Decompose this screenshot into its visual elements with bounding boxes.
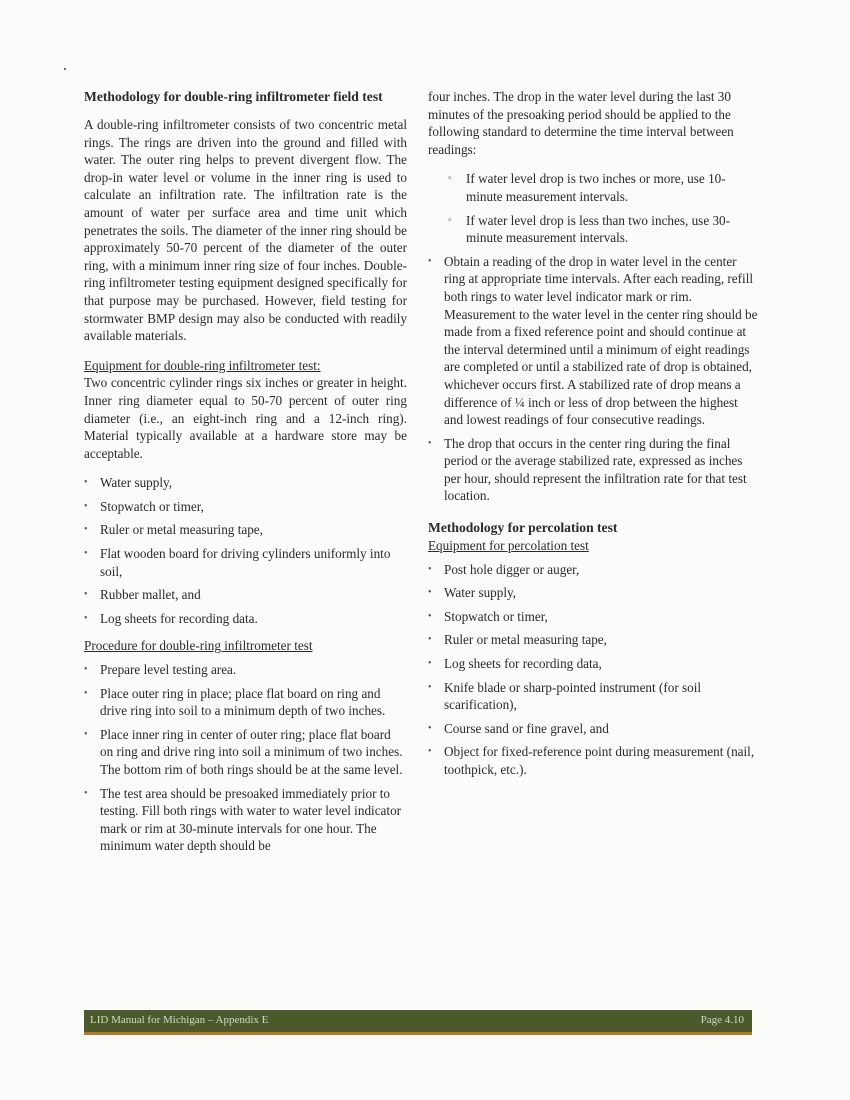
list-item: • Obtain a reading of the drop in water level in the center ring at appropriate time intervals. After each reading, refill both rings to water level indicator mark or rim. Measurement to the water level in the center ring should be made from a fixed reference point and should continue at the interval determined until a minimum of eight readings are completed or until a stabilized rate of drop is obtained, whichever occurs first. A stabilized rate of drop means a difference of ¼ inch or less of drop between the highest and lowest readings of four consecutive readings.	[428, 253, 758, 428]
list-item: • Course sand or fine gravel, and	[428, 720, 609, 736]
bullet-icon: •	[428, 587, 432, 599]
list-item: • Stopwatch or timer,	[428, 608, 548, 624]
list-item: • Water supply,	[428, 585, 517, 601]
list-item: • Post hole digger or auger,	[428, 561, 580, 577]
continuation-paragraph: four inches. The drop in the water level during the last 30 minutes of the presoaking period should be applied to the following standard to determine the time interval between readings:	[428, 89, 734, 157]
equipment-paragraph: Two concentric cylinder rings six inches or greater in height. Inner ring diameter equal to 50-70 percent of outer ring diameter (i.e., an eight-inch ring and a 12-inch ring). Material typically available at a hardware store may be acceptable.	[84, 375, 407, 461]
bullet-icon: •	[84, 589, 88, 601]
bullet-icon: •	[428, 722, 432, 734]
bullet-icon: •	[428, 563, 432, 575]
list-item: • Rubber mallet, and	[84, 587, 201, 603]
bullet-icon: •	[84, 687, 88, 699]
equipment-heading: Equipment for double-ring infiltrometer test:	[84, 357, 321, 373]
bullet-icon: •	[84, 548, 88, 560]
square-bullet-icon: ▫	[448, 214, 452, 226]
list-item: • The test area should be presoaked immediately prior to testing. Fill both rings with water to water level indicator mark or rim at 30-minute intervals for one hour. The minimum water depth should be	[84, 785, 402, 854]
bullet-icon: •	[428, 437, 432, 449]
scan-speck	[64, 68, 66, 70]
procedure-list	[84, 661, 407, 855]
list-item: • Ruler or metal measuring tape,	[84, 522, 263, 538]
list-item: • Log sheets for recording data,	[428, 656, 602, 672]
intro-paragraph: A double-ring infiltrometer consists of two concentric metal rings. The rings are driven into the ground and filled with water. The outer ring helps to prevent divergent flow. The drop-in water level or volume in the inner ring is used to calculate an infiltration rate. The infiltration rate is the amount of water per surface area and time unit which penetrates the soils. The diameter of the inner ring should be approximately 50-70 percent of the diameter of the outer ring, with a minimum inner ring size of four inches. Double-ring infiltrometer testing equipment designed specifically for that purpose may be purchased. However, field testing for stormwater BMP design may also be conducted with readily available materials.	[84, 117, 407, 344]
bullet-icon: •	[84, 524, 88, 536]
page-number: Page 4.10	[700, 1014, 744, 1026]
interval-sublist	[448, 170, 758, 246]
bullet-icon: •	[428, 634, 432, 646]
bullet-icon: •	[84, 787, 88, 799]
list-item: • Place inner ring in center of outer ring; place flat board on ring and drive ring into soil a minimum of two inches. The bottom rim of both rings should be at the same level.	[84, 726, 403, 777]
list-item: • Ruler or metal measuring tape,	[428, 632, 607, 648]
bullet-icon: •	[428, 746, 432, 758]
list-item: ▫ If water level drop is two inches or more, use 10-minute measurement intervals.	[448, 171, 726, 204]
bullet-icon: •	[428, 255, 432, 267]
bullet-icon: •	[84, 612, 88, 624]
list-item: • Log sheets for recording data.	[84, 610, 258, 626]
left-column	[84, 88, 407, 865]
list-item: • The drop that occurs in the center ring during the final period or the average stabilized rate, expressed as inches per hour, should represent the infiltration rate for that test location.	[428, 435, 747, 504]
procedure-heading: Procedure for double-ring infiltrometer test	[84, 638, 313, 654]
list-item: • Prepare level testing area.	[84, 662, 237, 678]
list-item: • Flat wooden board for driving cylinders uniformly into soil,	[84, 546, 391, 579]
list-item: • Knife blade or sharp-pointed instrument (for soil scarification),	[428, 679, 702, 713]
footer-title: LID Manual for Michigan – Appendix E	[90, 1014, 269, 1026]
page-footer	[84, 1010, 752, 1035]
bullet-icon: •	[84, 500, 88, 512]
list-item: ▫ If water level drop is less than two inches, use 30-minute measurement intervals.	[448, 212, 731, 246]
percolation-equipment-heading: Equipment for percolation test	[428, 538, 589, 554]
bullet-icon: •	[84, 728, 88, 740]
square-bullet-icon: ▫	[448, 173, 452, 185]
bullet-icon: •	[84, 477, 88, 489]
equipment-list	[84, 474, 407, 627]
bullet-icon: •	[84, 664, 88, 676]
list-item: • Object for fixed-reference point during measurement (nail, toothpick, etc.).	[428, 744, 755, 777]
section-heading-percolation: Methodology for percolation test	[428, 520, 618, 536]
list-item: • Water supply,	[84, 475, 173, 491]
right-column	[428, 88, 758, 789]
percolation-equipment-list	[428, 561, 758, 779]
section-heading-double-ring: Methodology for double-ring infiltrometer field test	[84, 89, 383, 104]
bullet-icon: •	[428, 658, 432, 670]
list-item: • Stopwatch or timer,	[84, 498, 204, 514]
procedure-list-continued	[428, 253, 758, 505]
bullet-icon: •	[428, 610, 432, 622]
list-item: • Place outer ring in place; place flat board on ring and drive ring into soil to a minimum depth of two inches.	[84, 685, 386, 719]
bullet-icon: •	[428, 681, 432, 693]
